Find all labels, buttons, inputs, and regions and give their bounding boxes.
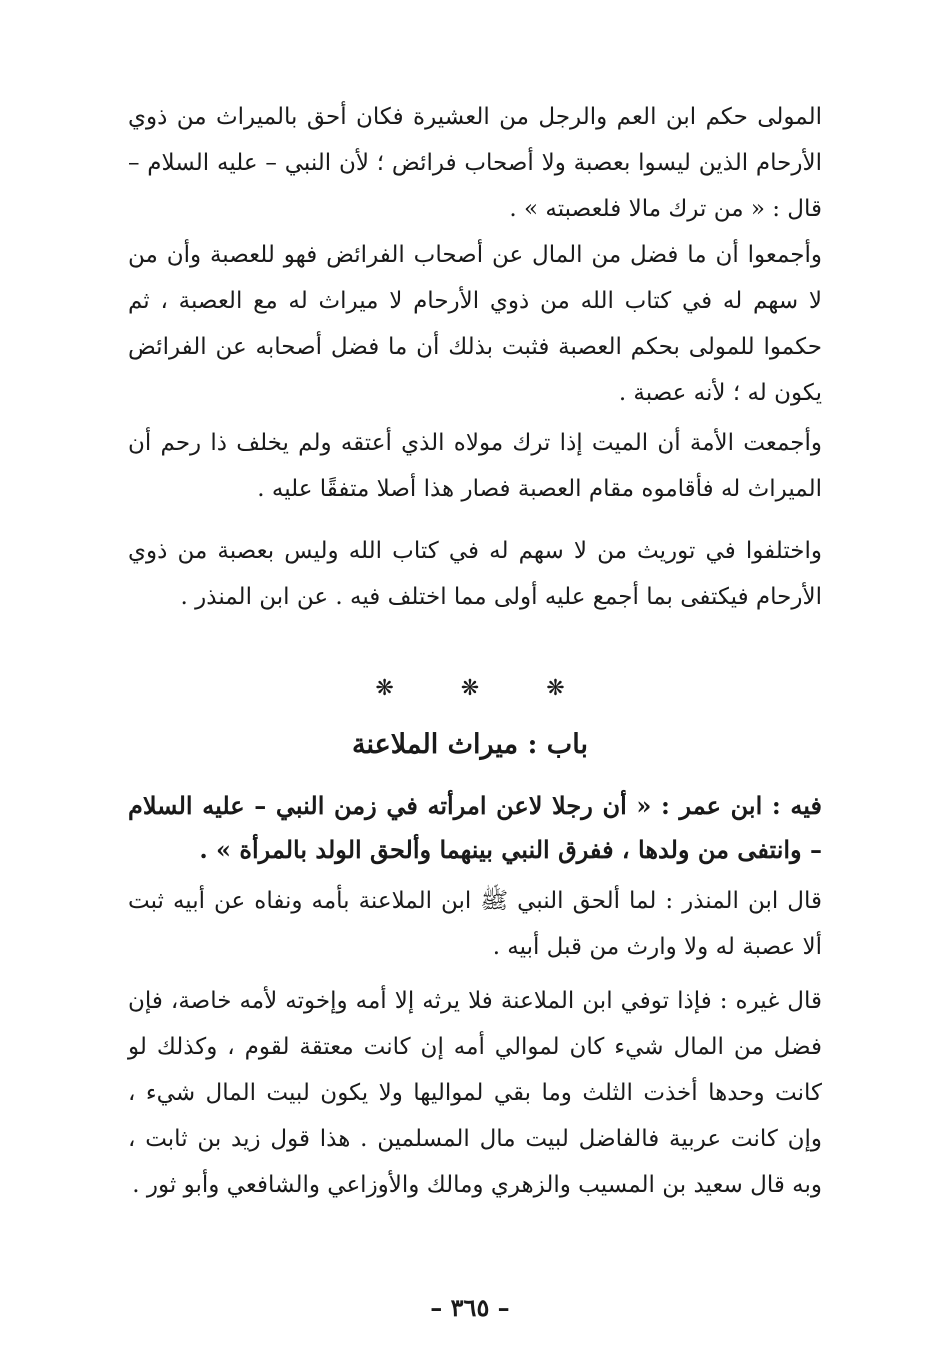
paragraph-other-opinion: قال غيره : فإذا توفي ابن الملاعنة فلا يرثه إلا أمه وإخوته لأمه خاصة، فإن فضل من المال شيء كان لموالي أمه إن كانت معتقة لقوم ، وكذلك لو كانت وحدها أخذت الثلث وما بقي لمواليها ولا يكون لبيت المال شيء ، وإن كانت عربية فالفاضل لبيت مال المسلمين . هذا قول زيد بن ثابت ، وبه قال سعيد بن المسيب والزهري ومالك والأوزاعي والشافعي وأبو ثور . [128, 988, 822, 1198]
page-number: – ٣٦٥ – [430, 1293, 510, 1322]
star-ornament-icon: ❋ [375, 676, 394, 701]
paragraph-consensus-ummah: وأجمعت الأمة أن الميت إذا ترك مولاه الذي أعتقه ولم يخلف ذا رحم أن الميراث له فأقاموه مقام العصبة فصار هذا أصلا متفقًا عليه . [128, 430, 822, 502]
section-separator [0, 672, 940, 706]
star-ornament-icon: ❋ [546, 676, 565, 701]
paragraph-ibn-almundhir: قال ابن المنذر : لما ألحق النبي ﷺ ابن الملاعنة بأمه ونفاه عن أبيه ثبت ألا عصبة له ولا وارث من قبل أبيه . [128, 888, 822, 960]
star-ornament-icon: ❋ [460, 676, 480, 701]
hadith-text: فيه : ابن عمر : « أن رجلا لاعن امرأته في زمن النبي – عليه السلام – وانتفى من ولدها ، ففرق النبي بينهما وألحق الولد بالمرأة » . [128, 791, 822, 864]
paragraph-inheritance-mawla: المولى حكم ابن العم والرجل من العشيرة فكان أحق بالميراث من ذوي الأرحام الذين ليسوا بعصبة ولا أصحاب فرائض ؛ لأن النبي – عليه السلام – قال : « من ترك مالا فلعصبته » . [128, 104, 822, 222]
chapter-heading: باب : ميراث الملاعنة [352, 729, 588, 760]
paragraph-consensus-residue: وأجمعوا أن ما فضل من المال عن أصحاب الفرائض فهو للعصبة وأن من لا سهم له في كتاب الله من ذوي الأرحام لا ميراث له مع العصبة ، ثم حكموا للمولى بحكم العصبة فثبت بذلك أن ما فضل أصحابه عن الفرائض يكون له ؛ لأنه عصبة . [128, 242, 822, 406]
paragraph-disagreement: واختلفوا في توريث من لا سهم له في كتاب الله وليس بعصبة من ذوي الأرحام فيكتفى بما أجمع عليه أولى مما اختلف فيه . عن ابن المنذر . [128, 538, 822, 610]
